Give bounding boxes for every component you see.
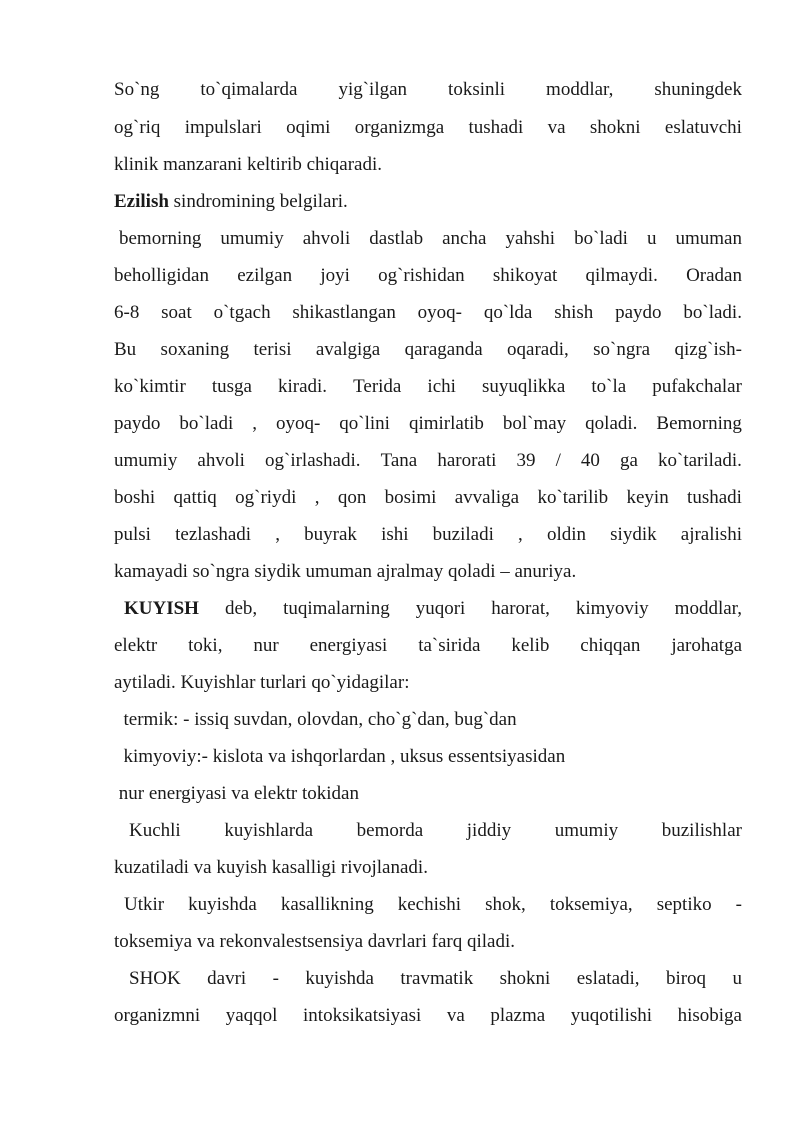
- text-line-24: toksemiya va rekonvalestsensiya davrlari farq qiladi.: [114, 931, 515, 952]
- text-line-6: beholligidan ezilgan joyi og`rishidan shikoyat qilmaydi. Oradan: [114, 265, 742, 286]
- text-line-16: elektr toki, nur energiyasi ta`sirida kelib chiqqan jarohatga: [114, 635, 742, 656]
- text-line-2: og`riq impulslari oqimi organizmga tushadi va shokni eslatuvchi: [114, 117, 742, 138]
- text-line-11: umumiy ahvoli og`irlashadi. Tana harorati 39 / 40 ga ko`tariladi.: [114, 450, 742, 471]
- list-item-kimyoviy: kimyoviy:- kislota va ishqorlardan , uksus essentsiyasidan: [114, 746, 566, 767]
- list-item-termik: termik: - issiq suvdan, olovdan, cho`g`dan, bug`dan: [114, 709, 517, 730]
- text-line-26: organizmni yaqqol intoksikatsiyasi va plazma yuqotilishi hisobiga: [114, 1005, 742, 1026]
- text-line-22: kuzatiladi va kuyish kasalligi rivojlanadi.: [114, 857, 428, 878]
- text-line-10: paydo bo`ladi , oyoq- qo`lini qimirlatib bol`may qoladi. Bemorning: [114, 413, 742, 434]
- text-line-23: Utkir kuyishda kasallikning kechishi shok, toksemiya, septiko -: [124, 894, 742, 915]
- text-line-13: pulsi tezlashadi , buyrak ishi buziladi , oldin siydik ajralishi: [114, 524, 742, 545]
- text-line-17: aytiladi. Kuyishlar turlari qo`yidagilar:: [114, 672, 410, 693]
- text-line-21: Kuchli kuyishlarda bemorda jiddiy umumiy buzilishlar: [129, 820, 742, 841]
- text-line-8: Bu soxaning terisi avalgiga qaraganda oqaradi, so`ngra qizg`ish-: [114, 339, 742, 360]
- text-line-1: So`ng to`qimalarda yig`ilgan toksinli moddlar, shuningdek: [114, 79, 742, 100]
- list-item-nur: nur energiyasi va elektr tokidan: [114, 783, 359, 804]
- section-heading-ezilish: Ezilish sindromining belgilari.: [114, 191, 348, 212]
- text-line-25: SHOK davri - kuyishda travmatik shokni eslatadi, biroq u: [129, 968, 742, 989]
- text-line-9: ko`kimtir tusga kiradi. Terida ichi suyuqlikka to`la pufakchalar: [114, 376, 742, 397]
- section-heading-kuyish: KUYISH deb, tuqimalarning yuqori harorat, kimyoviy moddlar,: [124, 598, 742, 619]
- bold-term-ezilish: Ezilish: [114, 191, 169, 212]
- text-line-5: bemorning umumiy ahvoli dastlab ancha yahshi bo`ladi u umuman: [119, 228, 742, 249]
- text-line-3: klinik manzarani keltirib chiqaradi.: [114, 154, 383, 175]
- text-line-7: 6-8 soat o`tgach shikastlangan oyoq- qo`lda shish paydo bo`ladi.: [114, 302, 742, 323]
- text-line-12: boshi qattiq og`riydi , qon bosimi avvaliga ko`tarilib keyin tushadi: [114, 487, 742, 508]
- text-line-14: kamayadi so`ngra siydik umuman ajralmay qoladi – anuriya.: [114, 561, 577, 582]
